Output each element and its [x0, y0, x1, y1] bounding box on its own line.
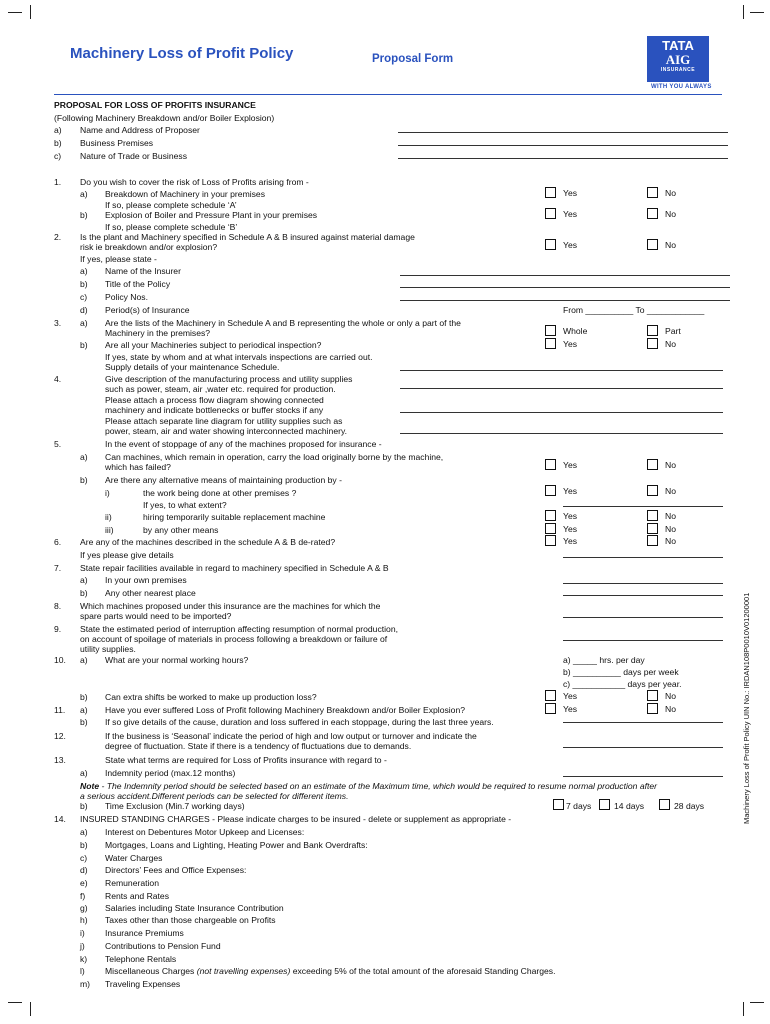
form-text-q5iii: by any other means — [143, 525, 219, 535]
form-text-n13: 13. — [54, 755, 66, 765]
checkbox-q5iii-yes[interactable] — [545, 523, 556, 534]
crop-mark — [743, 5, 744, 19]
form-text-q6b: If yes please give details — [80, 550, 174, 560]
form-text-q3a-l: a) — [80, 318, 88, 328]
form-text-hrs-a: a) _____ hrs. per day — [563, 655, 645, 665]
form-text-q7b: Any other nearest place — [105, 588, 196, 598]
checkbox-label-q2-no: No — [665, 240, 676, 250]
form-text-q13b: Time Exclusion (Min.7 working days) — [105, 801, 245, 811]
logo-line2: AIG — [665, 52, 691, 67]
form-text-n7: 7. — [54, 563, 62, 573]
form-text-q11a: Have you ever suffered Loss of Profit following Machinery Breakdown and/or Boiler Explosion? — [105, 705, 466, 715]
checkbox-label-q5a-yes: Yes — [563, 460, 578, 470]
form-text-h2: (Following Machinery Breakdown and/or Boiler Explosion) — [54, 113, 275, 123]
checkbox-label-q3b-no: No — [665, 339, 676, 349]
form-text-q2bb: Title of the Policy — [105, 279, 171, 289]
process-answer-line-2[interactable] — [400, 412, 723, 413]
form-text-q2d: Period(s) of Insurance — [105, 305, 190, 315]
form-text-s-c-l: c) — [80, 853, 88, 863]
form-text-q3b-l: b) — [80, 340, 88, 350]
form-text-s-d-l: d) — [80, 865, 88, 875]
checkbox-q6-no[interactable] — [647, 535, 658, 546]
form-text-s-h-l: h) — [80, 915, 88, 925]
form-text-q7: State repair facilities available in regard to machinery specified in Schedule A & B — [80, 563, 389, 573]
crop-mark — [30, 5, 31, 19]
checkbox-label-q5i-yes: Yes — [563, 486, 578, 496]
form-text-s-l-l: l) — [80, 966, 85, 976]
form-text-q2a: Name of the Insurer — [105, 266, 181, 276]
checkbox-q5ii-no[interactable] — [647, 510, 658, 521]
crop-mark — [8, 12, 22, 13]
tagline: WITH YOU ALWAYS — [651, 84, 712, 90]
form-text-q1a-l: a) — [80, 189, 88, 199]
checkbox-label-q3b-yes: Yes — [563, 339, 578, 349]
own-premises-answer-line[interactable] — [563, 583, 723, 584]
form-text-q9: State the estimated period of interruption affecting resumption of normal production, — [80, 624, 398, 634]
checkbox-label-q11a-yes: Yes — [563, 704, 578, 714]
checkbox-label-q11a-no: No — [665, 704, 676, 714]
crop-mark — [750, 12, 764, 13]
form-text-n12: 12. — [54, 731, 66, 741]
form-text-q5b: Are there any alternative means of maintaining production by - — [105, 475, 342, 485]
policy-title-answer-line[interactable] — [400, 287, 730, 288]
form-text-s-k-l: k) — [80, 954, 88, 964]
form-text-h1: PROPOSAL FOR LOSS OF PROFITS INSURANCE — [54, 100, 256, 110]
checkbox-label-q3a-part: Part — [665, 326, 681, 336]
form-text-q4d: machinery and indicate bottlenecks or buffer stocks if any — [105, 405, 324, 415]
trade-answer-line[interactable] — [398, 158, 728, 159]
form-text-q3a: Are the lists of the Machinery in Schedule A and B representing the whole or only a part of the — [105, 318, 461, 328]
form-text-lc-t: Nature of Trade or Business — [80, 151, 187, 161]
checkbox-label-q5ii-yes: Yes — [563, 511, 578, 521]
form-text-q1: Do you wish to cover the risk of Loss of Profits arising from - — [80, 177, 309, 187]
misc-charges-text — [105, 966, 556, 976]
checkbox-label-q2-yes: Yes — [563, 240, 578, 250]
checkbox-q5a-no[interactable] — [647, 459, 658, 470]
form-text-q2d-l: d) — [80, 305, 88, 315]
indemnity-answer-line[interactable] — [563, 776, 723, 777]
form-text-q13a-l: a) — [80, 768, 88, 778]
form-text-q5i: the work being done at other premises ? — [143, 488, 297, 498]
form-text-hrs-b: b) __________ days per week — [563, 667, 679, 677]
form-text-s-b-l: b) — [80, 840, 88, 850]
checkbox-q3b-yes[interactable] — [545, 338, 556, 349]
utility-answer-line[interactable] — [400, 433, 723, 434]
logo-line3: INSURANCE — [660, 67, 696, 73]
note-label: Note — [80, 781, 100, 791]
form-text-from: From __________ To ____________ — [563, 305, 705, 315]
side-uin-text: Machinery Loss of Profit Policy UIN No.: IRDAN108P0010V01200001 — [742, 592, 751, 824]
form-text-d28: 28 days — [674, 801, 705, 811]
form-subtitle: Proposal Form — [372, 53, 454, 65]
form-text-n4: 4. — [54, 374, 62, 384]
form-text-s-m-l: m) — [80, 979, 91, 989]
form-text-q4e: Please attach separate line diagram for utility supplies such as — [105, 416, 343, 426]
form-text-q9c: utility supplies. — [80, 644, 136, 654]
form-text-q2c: Policy Nos. — [105, 292, 148, 302]
interruption-answer-line[interactable] — [563, 640, 723, 641]
checkbox-label-q5iii-yes: Yes — [563, 524, 578, 534]
form-text-q13b-l: b) — [80, 801, 88, 811]
form-text-s-a: Interest on Debentures Motor Upkeep and Licenses: — [105, 827, 305, 837]
misc-pre: Miscellaneous Charges — [105, 966, 197, 976]
nearest-place-answer-line[interactable] — [563, 595, 723, 596]
checkbox-q11a-yes[interactable] — [545, 703, 556, 714]
policy-nos-answer-line[interactable] — [400, 300, 730, 301]
checkbox-q10b-yes[interactable] — [545, 690, 556, 701]
form-text-q8: Which machines proposed under this insurance are the machines for which the — [80, 601, 381, 611]
form-text-q1a-s: If so, please complete schedule ‘A’ — [105, 200, 237, 210]
form-text-s-e-l: e) — [80, 878, 88, 888]
checkbox-label-q1b-yes: Yes — [563, 209, 578, 219]
form-text-s-j-l: j) — [80, 941, 85, 951]
tata-aig-logo — [647, 36, 709, 82]
form-text-q1a: Breakdown of Machinery in your premises — [105, 189, 266, 199]
checkbox-q5i-no[interactable] — [647, 485, 658, 496]
checkbox-q2-no[interactable] — [647, 239, 658, 250]
form-text-q1b: Explosion of Boiler and Pressure Plant in your premises — [105, 210, 318, 220]
form-text-n5: 5. — [54, 439, 62, 449]
form-text-q9b: on account of spoilage of materials in process following a breakdown or failure of — [80, 634, 388, 644]
form-text-hrs-c: c) ___________ days per year. — [563, 679, 682, 689]
checkbox-q1a-no[interactable] — [647, 187, 658, 198]
checkbox-label-q1b-no: No — [665, 209, 676, 219]
checkbox-q1b-no[interactable] — [647, 208, 658, 219]
form-text-q5i2: If yes, to what extent? — [143, 500, 227, 510]
derated-answer-line[interactable] — [563, 557, 723, 558]
form-text-n3: 3. — [54, 318, 62, 328]
form-text-q11b-l: b) — [80, 717, 88, 727]
checkbox-q1b-yes[interactable] — [545, 208, 556, 219]
form-text-q13a: Indemnity period (max.12 months) — [105, 768, 236, 778]
checkbox-q5ii-yes[interactable] — [545, 510, 556, 521]
form-text-n8: 8. — [54, 601, 62, 611]
form-text-q10b: Can extra shifts be worked to make up production loss? — [105, 692, 317, 702]
form-text-q5b-l: b) — [80, 475, 88, 485]
form-text-q4f: power, steam, air and water showing interconnected machinery. — [105, 426, 348, 436]
form-text-q2c-l: c) — [80, 292, 88, 302]
form-text-q3b2: If yes, state by whom and at what intervals inspections are carried out. — [105, 352, 373, 362]
form-text-s-i-l: i) — [80, 928, 85, 938]
logo-line1: TATA — [662, 38, 694, 53]
form-text-q12: If the business is ‘Seasonal’ indicate the period of high and low output or turnover and indicate the — [105, 731, 477, 741]
crop-mark — [743, 1002, 744, 1016]
form-text-s-g: Salaries including State Insurance Contribution — [105, 903, 284, 913]
form-text-q2: Is the plant and Machinery specified in Schedule A & B insured against material damage — [80, 232, 415, 242]
checkbox-q3a-whole[interactable] — [545, 325, 556, 336]
form-text-s-a-l: a) — [80, 827, 88, 837]
checkbox-label-q3a-whole: Whole — [563, 326, 588, 336]
form-text-lb-t: Business Premises — [80, 138, 154, 148]
form-text-q3b: Are all your Machineries subject to periodical inspection? — [105, 340, 322, 350]
form-text-q1b-l: b) — [80, 210, 88, 220]
process-answer-line-1[interactable] — [400, 388, 723, 389]
form-text-q2s: If yes, please state - — [80, 254, 157, 264]
form-text-la: a) — [54, 125, 62, 135]
form-text-q5iii-l: iii) — [105, 525, 114, 535]
form-text-q7a: In your own premises — [105, 575, 187, 585]
form-text-q3a2: Machinery in the premises? — [105, 328, 211, 338]
premises-answer-line[interactable] — [398, 145, 728, 146]
page-title: Machinery Loss of Profit Policy — [70, 45, 294, 62]
checkbox-label-q10b-yes: Yes — [563, 691, 578, 701]
checkbox-q11a-no[interactable] — [647, 703, 658, 714]
form-text-n6: 6. — [54, 537, 62, 547]
checkbox-q1a-yes[interactable] — [545, 187, 556, 198]
form-text-n2: 2. — [54, 232, 62, 242]
form-text-n1: 1. — [54, 177, 62, 187]
form-text-lb: b) — [54, 138, 62, 148]
form-text-q5a: Can machines, which remain in operation, carry the load originally borne by the machine, — [105, 452, 444, 462]
misc-post: exceeding 5% of the total amount of the aforesaid Standing Charges. — [290, 966, 556, 976]
form-text-q13: State what terms are required for Loss of Profits insurance with regard to - — [105, 755, 387, 765]
form-text-n10: 10. — [54, 655, 66, 665]
checkbox-time-7-days[interactable] — [553, 799, 564, 810]
note-line-2: a serious accident.Different periods can be selected for different items. — [80, 791, 349, 801]
checkbox-label-q1a-no: No — [665, 188, 676, 198]
form-text-d14: 14 days — [614, 801, 645, 811]
checkbox-q5iii-no[interactable] — [647, 523, 658, 534]
form-text-s-d: Directors’ Fees and Office Expenses: — [105, 865, 247, 875]
form-text-q2b: risk ie breakdown and/or explosion? — [80, 242, 218, 252]
checkbox-label-q5iii-no: No — [665, 524, 676, 534]
checkbox-label-q5ii-no: No — [665, 511, 676, 521]
checkbox-time-14-days[interactable] — [599, 799, 610, 810]
form-text-q2b-l: b) — [80, 279, 88, 289]
form-text-s-f: Rents and Rates — [105, 891, 170, 901]
form-text-d7: 7 days — [566, 801, 592, 811]
seasonal-answer-line[interactable] — [563, 747, 723, 748]
form-text-s-b: Mortgages, Loans and Lighting, Heating Power and Bank Overdrafts: — [105, 840, 368, 850]
form-text-n9: 9. — [54, 624, 62, 634]
form-text-q2a-l: a) — [80, 266, 88, 276]
form-text-la-t: Name and Address of Proposer — [80, 125, 200, 135]
form-text-q7a-l: a) — [80, 575, 88, 585]
form-text-q12b: degree of fluctuation. State if there is a tendency of fluctuations due to demands. — [105, 741, 412, 751]
form-text-q10b-l: b) — [80, 692, 88, 702]
form-text-s-c: Water Charges — [105, 853, 163, 863]
form-text-q5ii: hiring temporarily suitable replacement machine — [143, 512, 326, 522]
form-text-s-e: Remuneration — [105, 878, 159, 888]
form-text-q7b-l: b) — [80, 588, 88, 598]
checkbox-q3b-no[interactable] — [647, 338, 658, 349]
checkbox-label-q6-yes: Yes — [563, 536, 578, 546]
checkbox-q5i-yes[interactable] — [545, 485, 556, 496]
insurer-answer-line[interactable] — [400, 275, 730, 276]
form-text-q5a-l: a) — [80, 452, 88, 462]
form-text-q5i-l: i) — [105, 488, 110, 498]
form-text-q11b: If so give details of the cause, duration and loss suffered in each stoppage, during the last three years. — [105, 717, 494, 727]
checkbox-label-q10b-no: No — [665, 691, 676, 701]
form-text-q5: In the event of stoppage of any of the machines proposed for insurance - — [105, 439, 382, 449]
form-text-q10a: What are your normal working hours? — [105, 655, 249, 665]
crop-mark — [750, 1002, 764, 1003]
extent-answer-line[interactable] — [563, 506, 723, 507]
form-text-n11: 11. — [54, 705, 66, 715]
misc-italic: (not travelling expenses) — [196, 966, 291, 976]
form-text-q6: Are any of the machines described in the schedule A & B de-rated? — [80, 537, 336, 547]
inspection-answer-line[interactable] — [400, 370, 723, 371]
checkbox-q6-yes[interactable] — [545, 535, 556, 546]
form-text-s-k: Telephone Rentals — [105, 954, 177, 964]
note-line-1 — [80, 781, 657, 791]
proposer-answer-line[interactable] — [398, 132, 728, 133]
note-text-1: - The Indemnity period should be selected based on an estimate of the Maximum time, which would be required to resume normal production after — [99, 781, 658, 791]
form-text-q8b: spare parts would need to be imported? — [80, 611, 232, 621]
checkbox-q5a-yes[interactable] — [545, 459, 556, 470]
form-text-q4b: such as power, steam, air ,water etc. required for production. — [105, 384, 336, 394]
form-text-q5a2: which has failed? — [105, 462, 171, 472]
form-text-s-m: Traveling Expenses — [105, 979, 181, 989]
checkbox-q3a-part[interactable] — [647, 325, 658, 336]
checkbox-time-28-days[interactable] — [659, 799, 670, 810]
form-text-q4: Give description of the manufacturing process and utility supplies — [105, 374, 353, 384]
checkbox-label-q5i-no: No — [665, 486, 676, 496]
form-text-q11a-l: a) — [80, 705, 88, 715]
form-text-s-i: Insurance Premiums — [105, 928, 184, 938]
form-text-q4c: Please attach a process flow diagram showing connected — [105, 395, 324, 405]
crop-mark — [8, 1002, 22, 1003]
form-text-q1b-s: If so, please complete schedule ‘B’ — [105, 222, 238, 232]
form-text-s-f-l: f) — [80, 891, 86, 901]
form-text-s-j: Contributions to Pension Fund — [105, 941, 221, 951]
form-text-q3b3: Supply details of your maintenance Schedule. — [105, 362, 280, 372]
form-text-n14: 14. — [54, 814, 66, 824]
imported-parts-answer-line[interactable] — [563, 617, 723, 618]
loss-details-answer-line[interactable] — [563, 722, 723, 723]
form-text-s-h: Taxes other than those chargeable on Profits — [105, 915, 276, 925]
form-text-q10a-l: a) — [80, 655, 88, 665]
checkbox-q2-yes[interactable] — [545, 239, 556, 250]
checkbox-label-q1a-yes: Yes — [563, 188, 578, 198]
form-text-lc: c) — [54, 151, 62, 161]
form-text-q14: INSURED STANDING CHARGES - Please indicate charges to be insured - delete or supplement as appropriate - — [80, 814, 512, 824]
crop-mark — [30, 1002, 31, 1016]
header-divider — [54, 94, 722, 95]
checkbox-q10b-no[interactable] — [647, 690, 658, 701]
checkbox-label-q5a-no: No — [665, 460, 676, 470]
form-text-s-g-l: g) — [80, 903, 88, 913]
form-text-q5ii-l: ii) — [105, 512, 112, 522]
checkbox-label-q6-no: No — [665, 536, 676, 546]
